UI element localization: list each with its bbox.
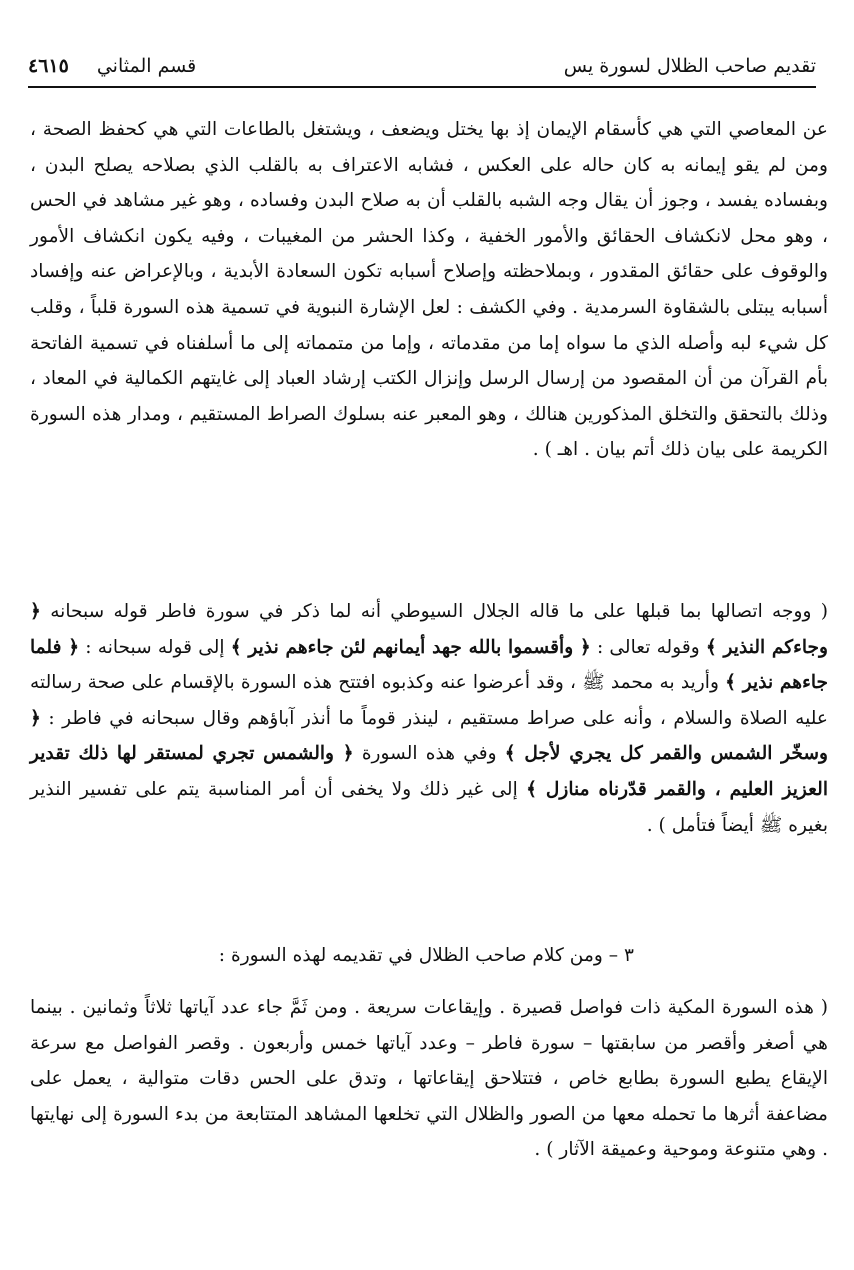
paragraph-2-text-6: إلى غير ذلك ولا يخفى أن أمر المناسبة يتم على تفسير النذير بغيره ﷺ أيضاً فتأمل ) . [30,778,828,836]
section-heading: ٣ – ومن كلام صاحب الظلال في تقديمه لهذه السورة : [218,945,634,966]
quran-quote-5: ﴿ والشمس تجري لمستقر لها ذلك تقدير العزيز العليم ، والقمر قدّرناه منازل ﴾ [30,743,828,800]
quran-quote-1: ﴿ وجاءكم النذير ﴾ [30,601,828,658]
paragraph-2-text-1: ( ووجه اتصالها بما قبلها على ما قاله الجلال السيوطي أنه لما ذكر في سورة فاطر قوله سبحانه [40,601,828,622]
paragraph-2-text-3: إلى قوله سبحانه : [79,636,231,658]
paragraph-2 [30,594,828,843]
page-header [28,46,816,88]
section-name: قسم المثاني [96,55,197,77]
paragraph-1: عن المعاصي التي هي كأسقام الإيمان إذ بها يختل ويضعف ، ويشتغل بالطاعات التي هي كحفظ الصحة ، ومن لم يقو إيمانه به كان حاله على العكس ، فشابه الاعتراف به بالقلب الذي بصلاحه يصلح البدن ، وبفساده يفسد ، وجوز أن يقال وجه الشبه بالقلب أن به صلاح البدن وفساده ، وهو غير مشاهد في الحس ، وهو محل لانكشاف الحقائق والأمور الخفية ، وكذا الحشر من المغيبات ، وفيه يكون انكشاف الأمور والوقوف على حقائق المقدور ، وبملاحظته وإصلاح أسبابه تكون السعادة الأبدية ، وبالإعراض عنه وإفساد أسبابه يبتلى بالشقاوة السرمدية . وفي الكشف : لعل الإشارة النبوية في تسمية هذه السورة قلباً ، وقلب كل شيء لبه وأصله الذي ما سواه إما من مقدماته ، وإما من متمماته إلى ما أسلفناه في تسمية الفاتحة بأم القرآن من أن المقصود من إرسال الرسل وإنزال الكتب إرشاد العباد إلى غايتهم الكمالية في المعاد ، وذلك بالتحقق والتخلق المذكورين هنالك ، وهو المعبر عنه بسلوك الصراط المستقيم ، ومدار هذه السورة الكريمة على بيان ذلك أتم بيان . اهـ ) . [30,119,828,461]
page-number: ٤٦١٥ [28,55,69,77]
quran-quote-3: ﴿ فلما جاءهم نذير ﴾ [30,636,828,694]
running-title: تقديم صاحب الظلال لسورة يس [563,55,816,77]
paragraph-2-text-4: وأريد به محمد ﷺ ، وقد أعرضوا عنه وكذبوه افتتح هذه السورة بالإقسام على صحة رسالته عليه الصلاة والسلام ، وأنه على صراط مستقيم ، لينذر قوماً ما أنذر آباؤهم وقال سبحانه في فاطر : [30,672,828,729]
paragraph-4: ( هذه السورة المكية ذات فواصل قصيرة . وإيقاعات سريعة . ومن ثَمَّ جاء عدد آياتها ثلاثاً وثمانين . بينما هي أصغر وأقصر من سابقتها – سورة فاطر – وعدد آياتها خمس وأربعون . وقصر الفواصل مع سرعة الإيقاع يطبع السورة بطابع خاص ، فتتلاحق إيقاعاتها ، وتدق على الحس دقات متوالية ، يعمل على مضاعفة أثرها ما تحمله معها من الصور والظلال التي تخلعها المشاهد المتتابعة من بدء السورة إلى نهايتها . وهي متنوعة وموحية وعميقة الآثار ) . [30,997,828,1161]
header-left-group [28,55,196,77]
quran-quote-2: ﴿ وأقسموا بالله جهد أيمانهم لئن جاءهم نذير ﴾ [230,636,591,658]
paragraph-2-text-5: وفي هذه السورة [353,743,505,765]
quran-quote-4: ﴿ وسخّر الشمس والقمر كل يجري لأجل ﴾ [30,707,828,765]
paragraph-2-text-2: وقوله تعالى : [590,636,706,658]
